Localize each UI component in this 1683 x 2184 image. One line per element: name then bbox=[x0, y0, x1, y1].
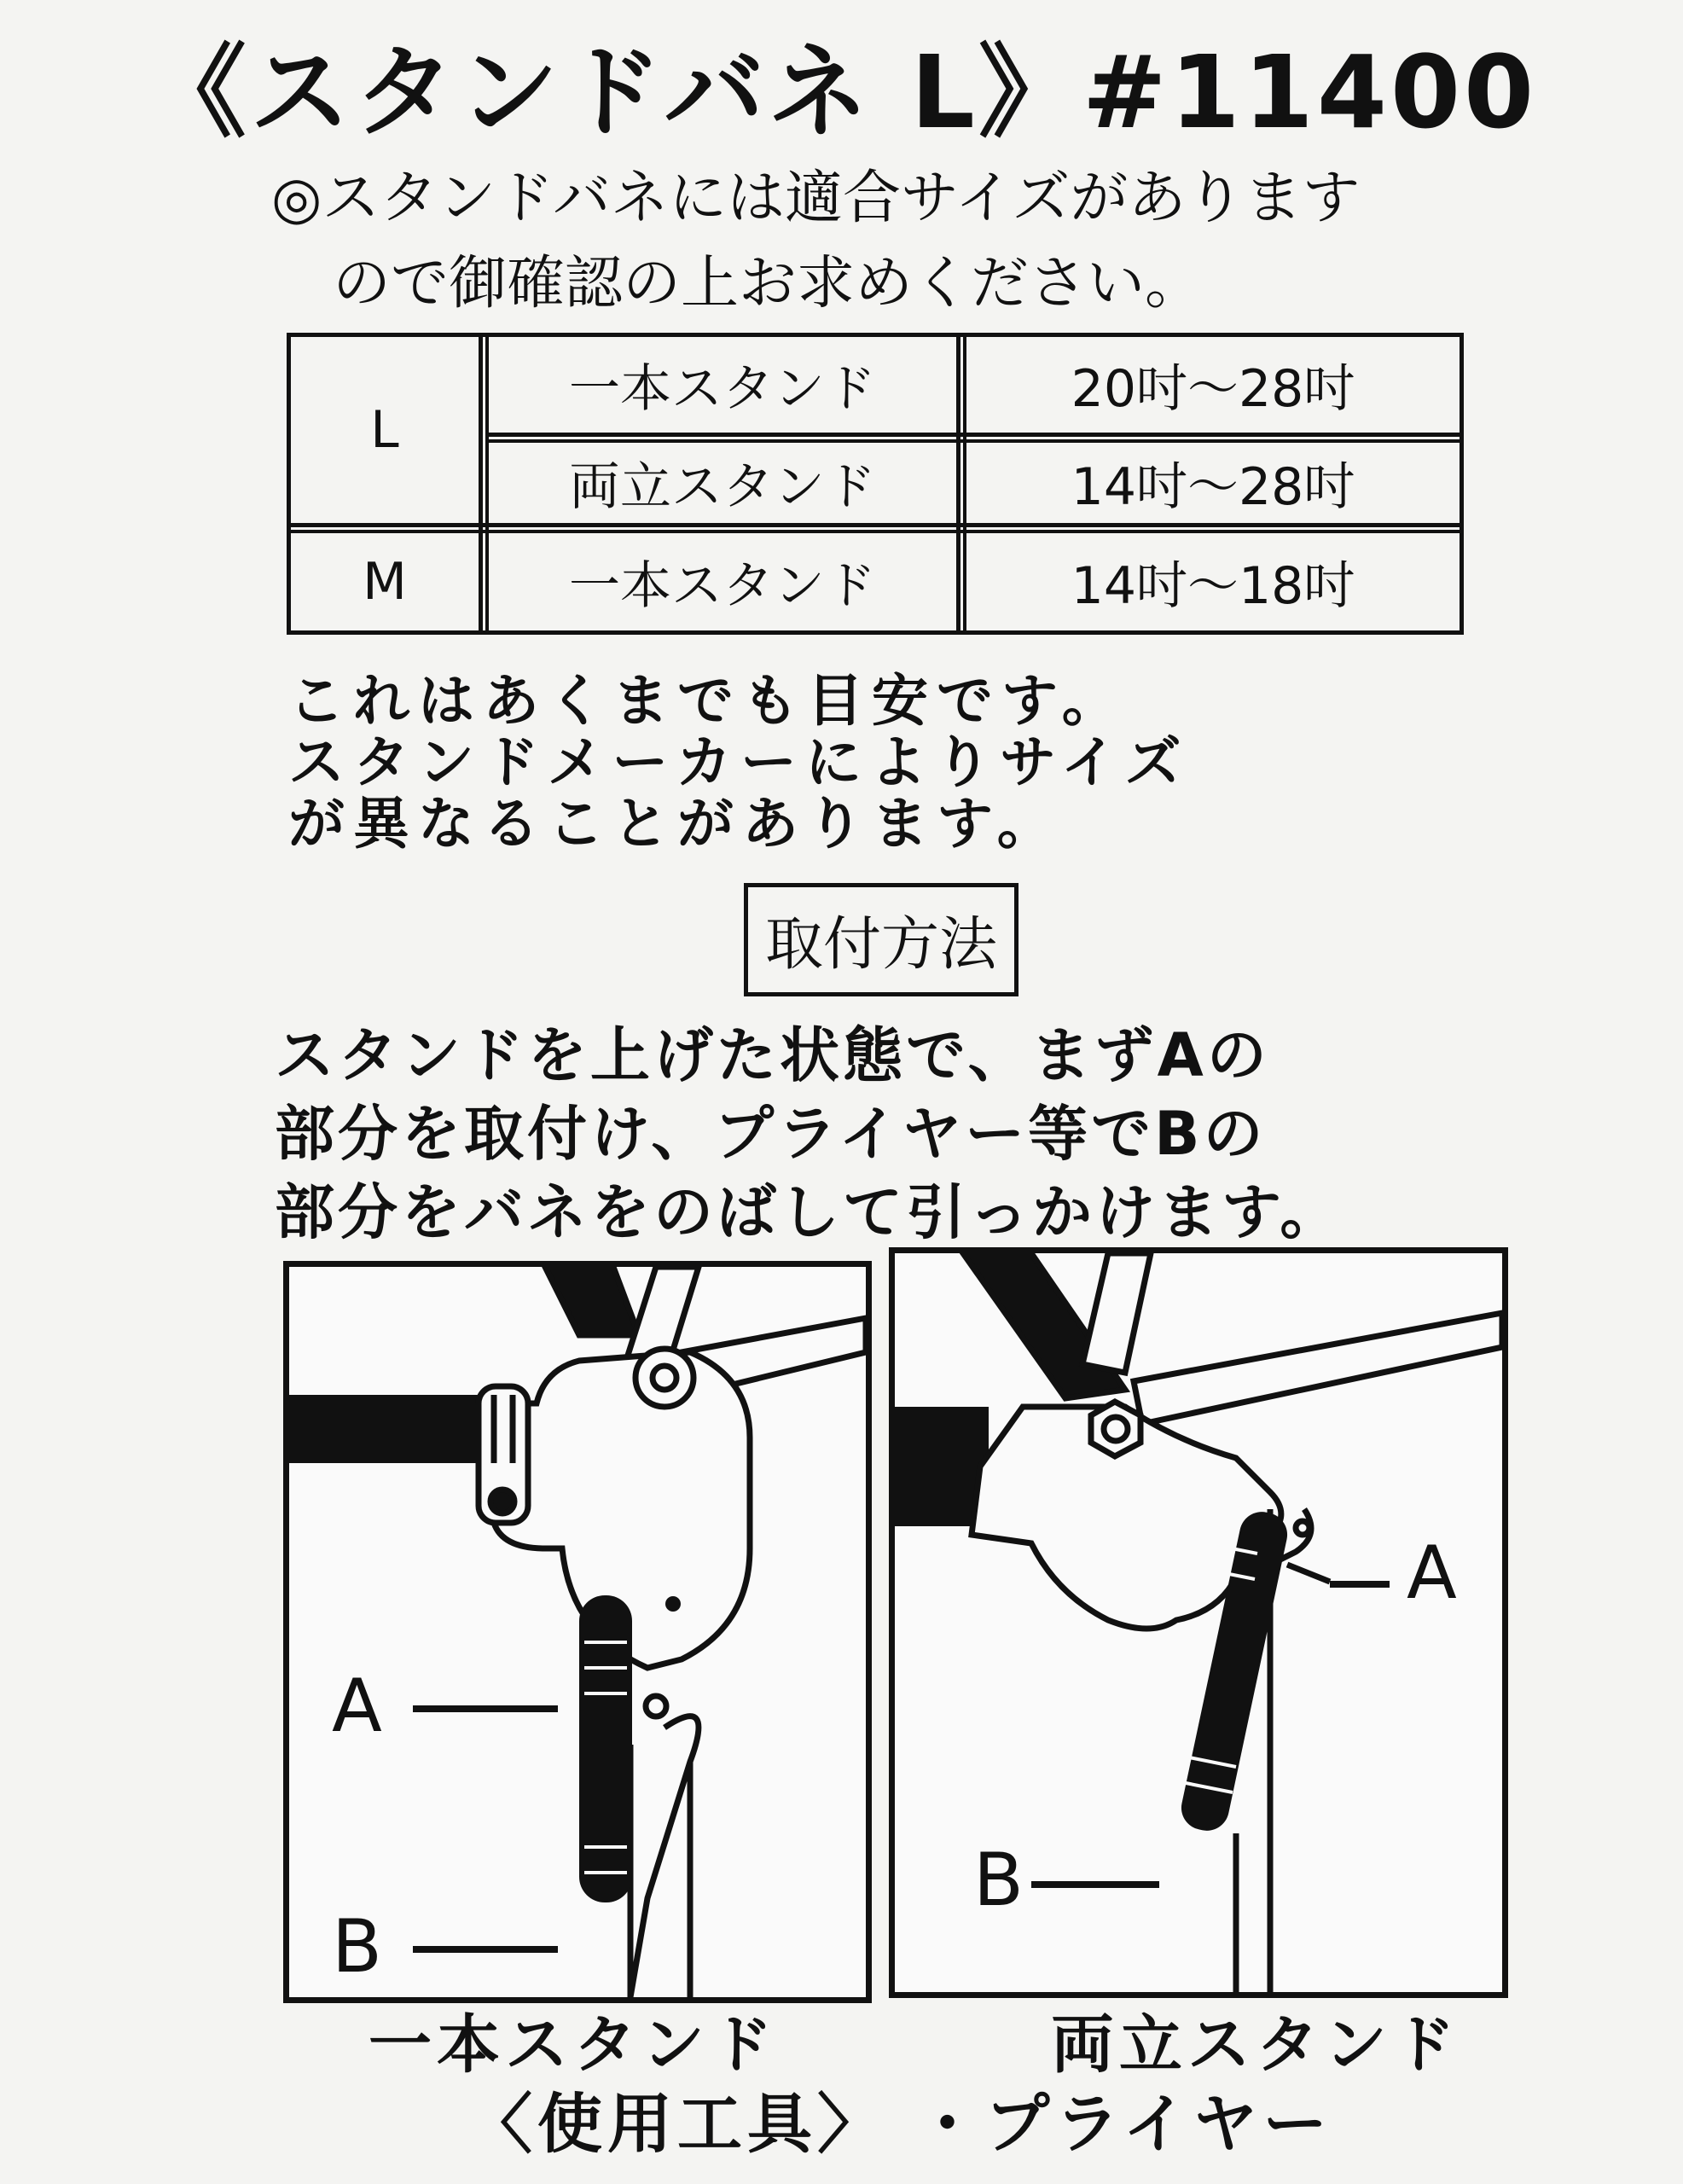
size-cell-l: L bbox=[370, 400, 399, 460]
type-cell: 一本スタンド bbox=[569, 556, 876, 616]
type-cell: 一本スタンド bbox=[569, 359, 876, 419]
single-stand-illustration bbox=[289, 1267, 866, 1997]
size-note-line-1: ◎スタンドバネには適合サイズがあります bbox=[271, 165, 1361, 232]
tools-line: 〈使用工具〉 ・プライヤー bbox=[467, 2086, 1333, 2162]
instruction-line-1: スタンドを上げた状態で、まずAの bbox=[275, 1020, 1270, 1090]
range-cell: 20吋～28吋 bbox=[1071, 359, 1355, 419]
product-title: 《スタンドバネ L》#11400 bbox=[145, 33, 1538, 151]
single-stand-caption: 一本スタンド bbox=[369, 2008, 778, 2082]
label-b: B bbox=[973, 1838, 1024, 1923]
label-b: B bbox=[332, 1904, 382, 1989]
disclaimer-line-2: スタンドメーカーによりサイズ bbox=[288, 729, 1190, 795]
instruction-line-2: 部分を取付け、プライヤー等でBの bbox=[275, 1099, 1267, 1169]
method-heading: 取付方法 bbox=[744, 883, 1019, 996]
single-stand-diagram bbox=[283, 1261, 872, 2003]
label-a: A bbox=[332, 1664, 382, 1749]
range-cell: 14吋～18吋 bbox=[1071, 556, 1355, 616]
double-stand-caption: 両立スタンド bbox=[1051, 2008, 1460, 2082]
type-cell: 両立スタンド bbox=[569, 457, 876, 517]
size-note-line-2: ので御確認の上お求めください。 bbox=[333, 250, 1204, 317]
disclaimer-line-3: が異なることがあります。 bbox=[288, 791, 1062, 857]
label-a: A bbox=[1407, 1531, 1457, 1616]
size-table bbox=[287, 333, 1464, 635]
disclaimer-line-1: これはあくまでも目安です。 bbox=[288, 668, 1127, 734]
double-stand-diagram bbox=[889, 1247, 1508, 1998]
range-cell: 14吋～28吋 bbox=[1071, 457, 1355, 517]
size-cell-m: M bbox=[363, 552, 407, 612]
instruction-line-3: 部分をバネをのばして引っかけます。 bbox=[275, 1177, 1343, 1247]
